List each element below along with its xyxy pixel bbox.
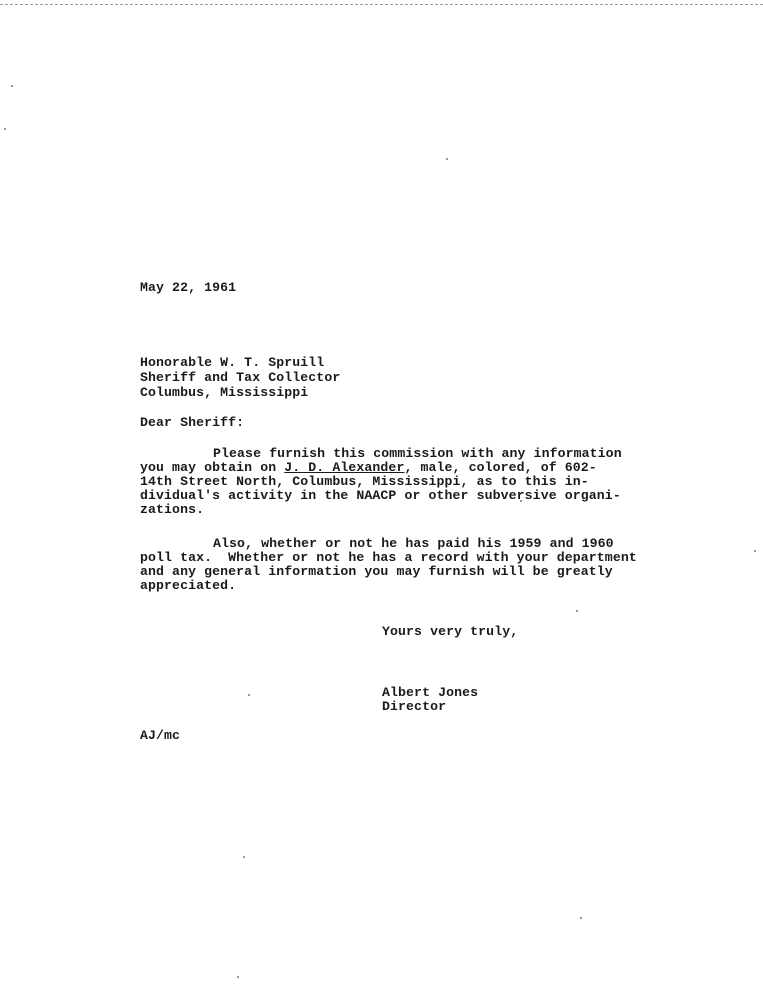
complimentary-close: Yours very truly, <box>382 624 519 639</box>
paragraph-2-line-2: poll tax. Whether or not he has a record with your department <box>140 550 637 565</box>
scan-speck <box>576 610 578 612</box>
top-border <box>0 4 763 6</box>
salutation: Dear Sheriff: <box>140 415 245 430</box>
signer-title: Director <box>382 699 447 714</box>
scan-speck <box>11 85 13 87</box>
paragraph-1-line-2-start: you may obtain on <box>140 460 285 475</box>
scan-speck <box>754 550 756 552</box>
paragraph-1-line-1: Please furnish this commission with any information <box>213 446 622 461</box>
paragraph-2-line-1: Also, whether or not he has paid his 1959 and 1960 <box>213 536 614 551</box>
paragraph-1-line-2-end: , male, colored, of 602- <box>404 460 597 475</box>
recipient-name: Honorable W. T. Spruill <box>140 355 325 370</box>
paragraph-1-line-5: zations. <box>140 502 205 517</box>
scan-speck <box>580 917 582 919</box>
scan-speck <box>248 694 250 696</box>
recipient-title: Sheriff and Tax Collector <box>140 370 341 385</box>
subject-name: J. D. Alexander <box>284 460 405 475</box>
scan-speck <box>446 158 448 160</box>
scan-speck <box>4 128 6 130</box>
paragraph-1-line-2 <box>140 461 597 475</box>
paragraph-1-line-3: 14th Street North, Columbus, Mississippi, as to this in- <box>140 474 589 489</box>
paragraph-2-line-3: and any general information you may furnish will be greatly <box>140 564 613 579</box>
reference-initials: AJ/mc <box>140 728 181 743</box>
scan-speck <box>243 856 245 858</box>
paragraph-1-line-4: dividual's activity in the NAACP or other subversive organi- <box>140 488 621 503</box>
recipient-location: Columbus, Mississippi <box>140 385 309 400</box>
letter-date: May 22, 1961 <box>140 280 237 295</box>
scan-speck <box>237 976 239 978</box>
signer-name: Albert Jones <box>382 685 479 700</box>
paragraph-2-line-4: appreciated. <box>140 578 237 593</box>
